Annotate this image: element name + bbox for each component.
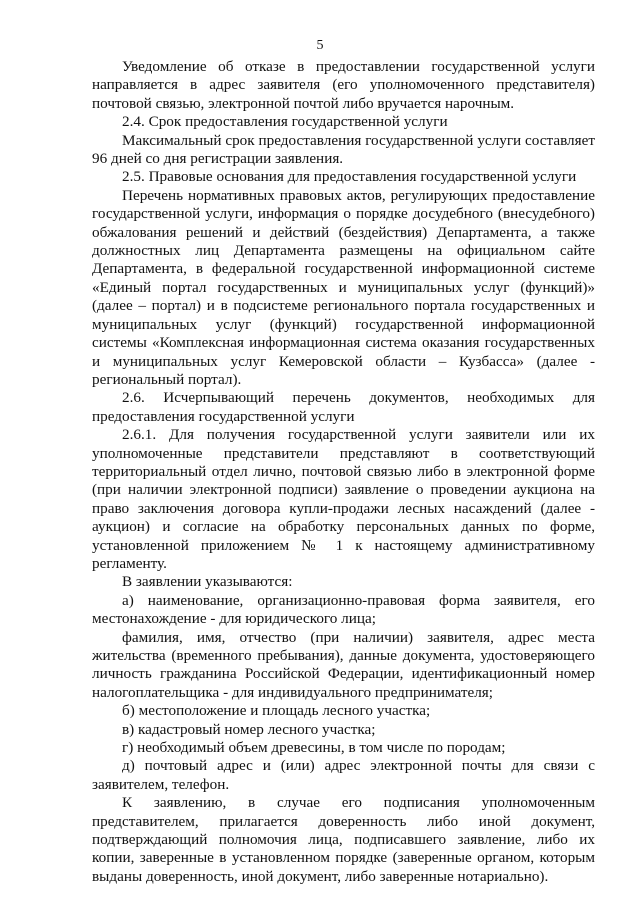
- list-item-v: в) кадастровый номер лесного участка;: [122, 720, 376, 738]
- paragraph-power-of-attorney: К заявлению, в случае его подписания уполномоченным представителем, прилагается доверенность либо иной документ, подтверждающий полномочия лица, подписавшего заявление, либо их копии, заверенные в установленном порядке (заверенные органом, которым выданы доверенность, иной документ, либо заверенные нотариально).: [92, 794, 595, 885]
- paragraph-refusal-notice: Уведомление об отказе в предоставлении государственной услуги направляется в адрес заявителя (его уполномоченного представителя) почтовой связью, электронной почтой либо вручается нарочным.: [92, 58, 595, 112]
- list-item-individual: фамилия, имя, отчество (при наличии) заявителя, адрес места жительства (временного пребывания), данные документа, удостоверяющего личность гражданина Российской Федерации, идентификационный номер налогоплательщика - для индивидуального предпринимателя;: [92, 628, 595, 701]
- paragraph-legal-acts: Перечень нормативных правовых актов, регулирующих предоставление государственной услуги, информация о порядке досудебного (внесудебного) обжалования решений и действий (бездействия) Департамента, а также должностных лиц Департамента размещены на официальном сайте Департамента, в федеральной государственной информационной системе «Единый портал государственных и муниципальных услуг (функций)» (далее – портал) и в подсистеме регионального портала государственных и муниципальных услуг (функций) государственной информационной системы «Комплексная информационная система оказания государственных и муниципальных услуг Кемеровской области – Кузбасса» (далее - региональный портал).: [92, 186, 595, 388]
- paragraph-max-term: Максимальный срок предоставления государственной услуги составляет 96 дней со дня регистрации заявления.: [92, 131, 595, 168]
- list-item-a: а) наименование, организационно-правовая форма заявителя, его местонахождение - для юридического лица;: [92, 591, 595, 628]
- list-item-g: г) необходимый объем древесины, в том числе по породам;: [122, 739, 506, 757]
- paragraph-application-contents: В заявлении указываются:: [122, 573, 293, 591]
- paragraph-2-6-1: 2.6.1. Для получения государственной услуги заявители или их уполномоченные представители представляют в соответствующий территориальный отдел лично, почтовой связью либо в электронной форме (при наличии электронной подписи) заявление о проведении аукциона на право заключения договора купли-продажи лесных насаждений (далее - аукцион) и согласие на обработку персональных данных по форме, установленной приложением № 1 к настоящему административному регламенту.: [92, 426, 595, 572]
- document-body: [92, 58, 595, 886]
- list-item-b: б) местоположение и площадь лесного участка;: [122, 702, 431, 720]
- section-heading-2-5: 2.5. Правовые основания для предоставления государственной услуги: [122, 168, 577, 186]
- section-heading-2-4: 2.4. Срок предоставления государственной услуги: [122, 113, 448, 131]
- page-number: 5: [316, 38, 324, 53]
- section-heading-2-6: 2.6. Исчерпывающий перечень документов, необходимых для предоставления государственной услуги: [92, 389, 595, 425]
- list-item-d: д) почтовый адрес и (или) адрес электронной почты для связи с заявителем, телефон.: [92, 757, 595, 793]
